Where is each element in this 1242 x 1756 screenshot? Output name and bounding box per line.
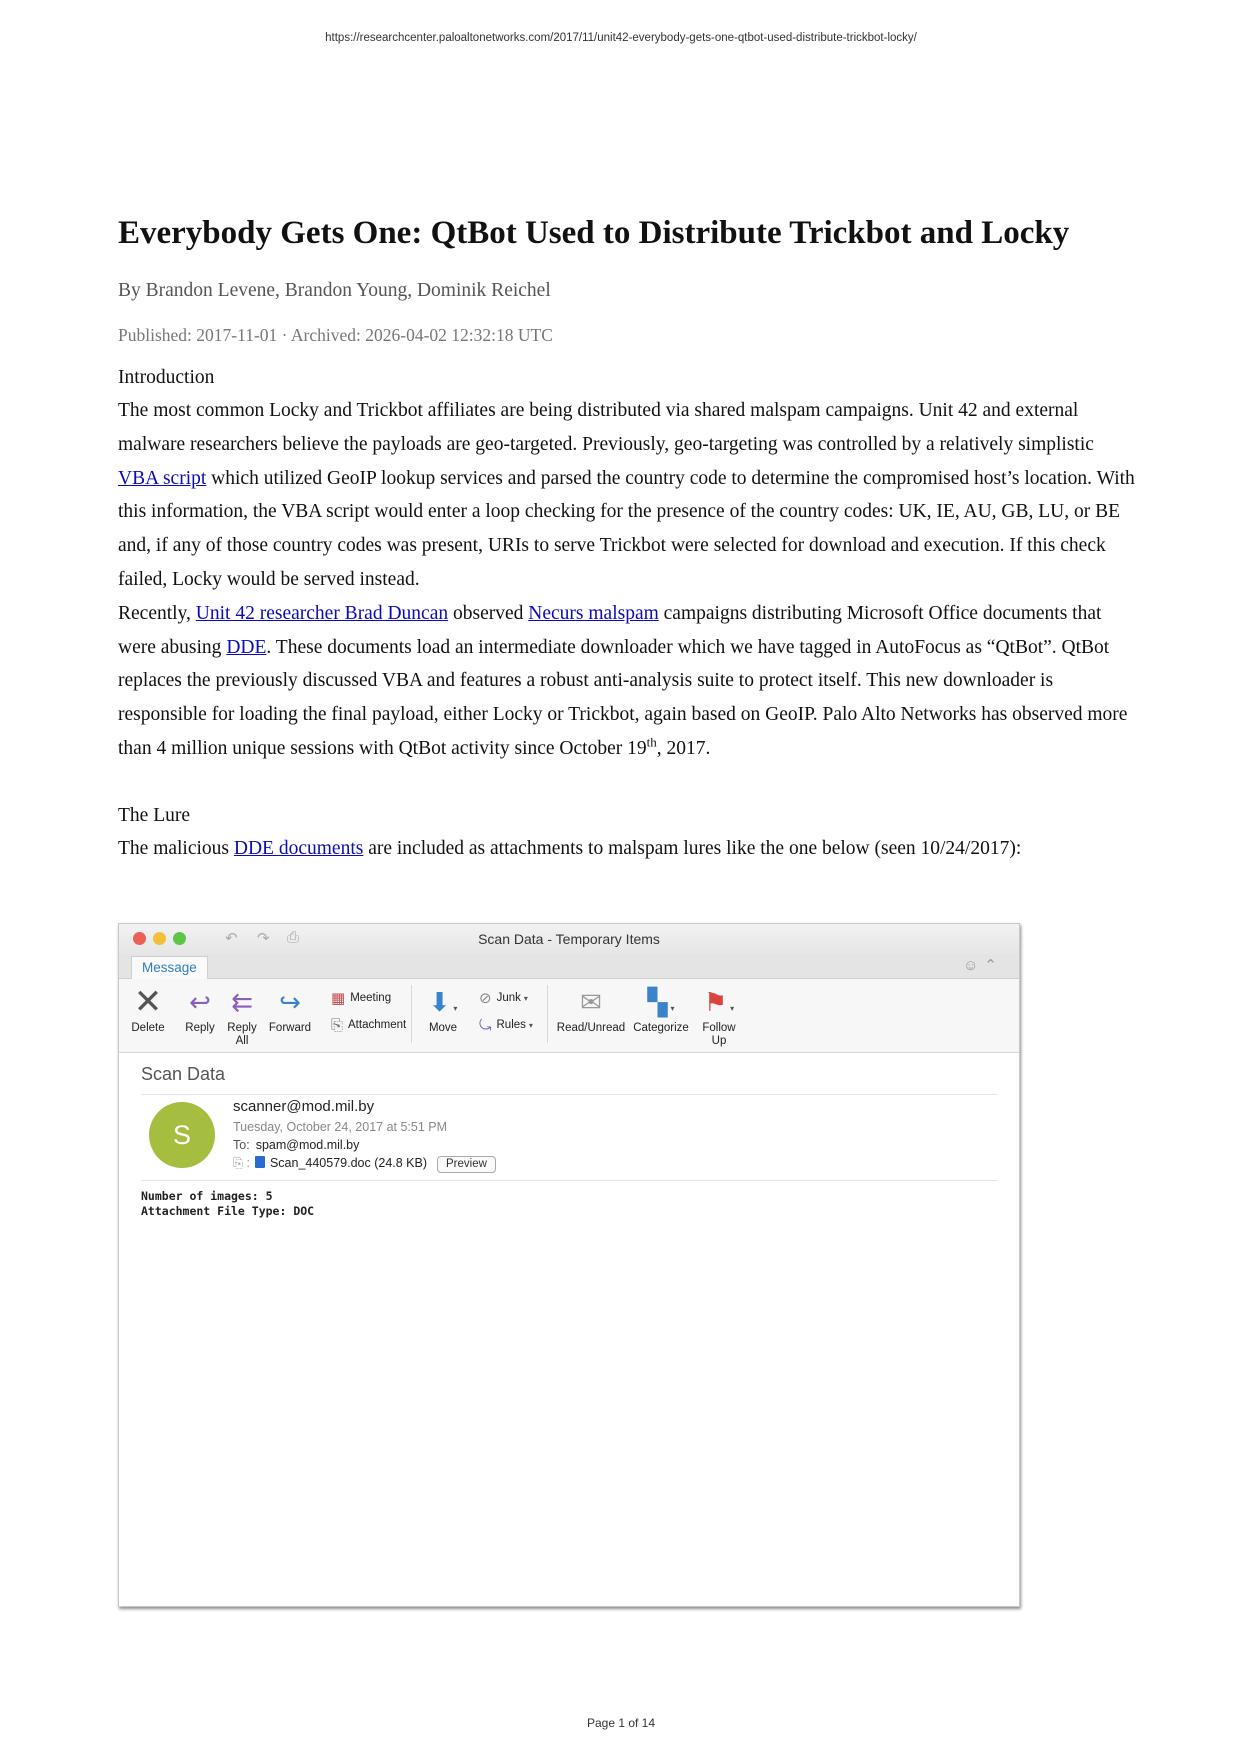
text: . These documents load an intermediate downloader which we have tagged in AutoFocus as “QtBot”. QtBot replaces the previously discussed VBA and features a robust anti-analysis suite to protect itself. This new downloader is responsible for loading the final payload, either Locky or Trickbot, again based on GeoIP. Palo Alto Networks has observed more than 4 million unique sessions with QtBot activity since October 19 [118, 636, 1128, 759]
move-dropdown-caret: ▾ [453, 1004, 458, 1013]
body-line: Number of images: 5 [141, 1189, 273, 1203]
divider [141, 1094, 997, 1095]
read-unread-button[interactable] [555, 984, 627, 1035]
rules-dropdown-caret: ▾ [528, 1021, 533, 1030]
tab-bar-icons [963, 956, 1003, 974]
follow-up-button[interactable] [695, 984, 743, 1048]
forward-icon: ↪ [279, 987, 301, 1017]
junk-dropdown-caret: ▾ [523, 994, 528, 1003]
paperclip-icon: ⎘ : [233, 1156, 250, 1170]
sent-date: Tuesday, October 24, 2017 at 5:51 PM [233, 1120, 448, 1134]
recipient-line [233, 1138, 359, 1152]
undo-icon[interactable]: ↶ [225, 930, 238, 947]
ribbon-divider [547, 985, 548, 1043]
flag-icon: ⚑ ▾ [703, 987, 735, 1017]
page-number: Page 1 of 14 [586, 1716, 656, 1730]
ribbon-divider [411, 985, 412, 1043]
collapse-ribbon-icon[interactable]: ⌃ [984, 957, 1003, 974]
text: Recently, [118, 602, 196, 624]
attachment-file[interactable]: Scan_440579.doc (24.8 KB) [269, 1156, 428, 1170]
ribbon-toolbar [119, 979, 1019, 1053]
sender-address[interactable]: scanner@mod.mil.by [233, 1098, 375, 1115]
follow-up-label: Follow Up [702, 1022, 736, 1047]
junk-icon: ⊘ [479, 990, 492, 1007]
move-folder-icon: ⬇ ▾ [428, 987, 458, 1017]
move-label: Move [428, 1022, 458, 1034]
categorize-dropdown-caret: ▾ [670, 1004, 675, 1013]
read-unread-label: Read/Unread [556, 1022, 626, 1034]
intro-paragraph-1 [118, 394, 1138, 597]
message-body [141, 1189, 314, 1219]
text: which utilized GeoIP lookup services and parsed the country code to determine the compromised host’s location. With this information, the VBA script would enter a loop checking for the presence of the country codes: UK, IE, AU, GB, LU, or BE and, if any of those country codes was present, URIs to serve Trickbot were selected for download and execution. If this check failed, Locky would be served instead. [118, 467, 1135, 590]
vba-script-link[interactable]: VBA script [118, 467, 207, 489]
article [118, 205, 1138, 866]
window-titlebar [119, 924, 1019, 954]
divider [141, 1180, 997, 1181]
attachment-line [233, 1156, 496, 1173]
avatar: S [149, 1102, 215, 1168]
follow-up-dropdown-caret: ▾ [730, 1004, 735, 1013]
meeting-button[interactable] [331, 989, 391, 1007]
reply-all-label: Reply All [227, 1022, 257, 1047]
lure-paragraph-1 [118, 832, 1138, 866]
text: campaigns distributing Microsoft Office documents that were abusing [118, 602, 1102, 658]
ribbon-tab-bar [119, 954, 1019, 979]
smiley-feedback-icon[interactable]: ☺ [963, 957, 985, 974]
categorize-label: Categorize [633, 1022, 689, 1034]
mail-client-screenshot [118, 923, 1020, 1607]
redo-icon[interactable]: ↷ [257, 930, 270, 947]
paperclip-icon: ⎘ [331, 1017, 344, 1034]
junk-label: Junk [496, 992, 521, 1004]
attachment-label: Attachment [348, 1019, 407, 1031]
attachment-button[interactable] [331, 1017, 406, 1034]
categorize-grid-icon: ▚ ▾ [647, 987, 675, 1017]
intro-paragraph-2 [118, 597, 1138, 766]
move-button[interactable] [421, 984, 465, 1035]
preview-button[interactable]: Preview [437, 1156, 496, 1173]
rules-button[interactable] [479, 1017, 533, 1034]
text: The most common Locky and Trickbot affiliates are being distributed via shared malspam campaigns. Unit 42 and external malware researchers believe the payloads are geo-targeted. Previously, geo-targeting was controlled by a relatively simplistic [118, 400, 1094, 455]
window-title: Scan Data - Temporary Items [478, 931, 660, 947]
meeting-label: Meeting [350, 992, 392, 1004]
section-heading-the-lure: The Lure [118, 804, 191, 826]
delete-button[interactable] [127, 984, 169, 1035]
categorize-button[interactable] [627, 984, 695, 1035]
text: The malicious [118, 837, 234, 859]
to-label: To: [233, 1138, 250, 1152]
reply-icon: ↩ [189, 987, 211, 1017]
junk-button[interactable] [479, 989, 528, 1007]
dde-link[interactable]: DDE [226, 636, 267, 658]
tab-message[interactable]: Message [131, 956, 208, 979]
text: observed [448, 602, 529, 624]
rules-icon: ⤿ [479, 1017, 492, 1034]
reply-all-button[interactable] [225, 984, 259, 1048]
section-heading-introduction: Introduction [118, 367, 215, 388]
reply-button[interactable] [181, 984, 219, 1035]
necurs-malspam-link[interactable]: Necurs malspam [528, 602, 659, 624]
envelope-icon: ✉ [580, 987, 602, 1017]
recipient-address[interactable]: spam@mod.mil.by [255, 1138, 360, 1152]
dde-documents-link[interactable]: DDE documents [233, 837, 364, 859]
word-doc-icon [255, 1156, 265, 1168]
message-subject: Scan Data [141, 1064, 226, 1084]
brad-duncan-link[interactable]: Unit 42 researcher Brad Duncan [195, 602, 449, 624]
meeting-calendar-icon: ▦ [331, 990, 346, 1007]
rules-label: Rules [496, 1019, 526, 1031]
delete-label: Delete [131, 1022, 165, 1034]
delete-x-icon: ✕ [133, 983, 163, 1021]
text: are included as attachments to malspam lures like the one below (seen 10/24/2017): [363, 837, 1022, 859]
reply-label: Reply [185, 1022, 215, 1034]
forward-button[interactable] [265, 984, 315, 1035]
forward-label: Forward [268, 1022, 312, 1034]
text: , 2017. [656, 737, 711, 759]
page-header-url: https://researchcenter.paloaltonetworks.com/2017/11/unit42-everybody-gets-one-qtbot-used-distribute-trickbot-locky/ [325, 32, 917, 44]
superscript: th [646, 734, 657, 750]
article-title: Everybody Gets One: QtBot Used to Distribute Trickbot and Locky [118, 215, 1070, 251]
article-published: Published: 2017-11-01 · Archived: 2026-04-02 12:32:18 UTC [118, 325, 553, 345]
print-icon[interactable]: ⎙ [287, 929, 300, 946]
reply-all-icon: ⇇ [231, 987, 253, 1017]
body-line: Attachment File Type: DOC [141, 1204, 315, 1218]
article-byline: By Brandon Levene, Brandon Young, Dominik Reichel [118, 280, 551, 301]
